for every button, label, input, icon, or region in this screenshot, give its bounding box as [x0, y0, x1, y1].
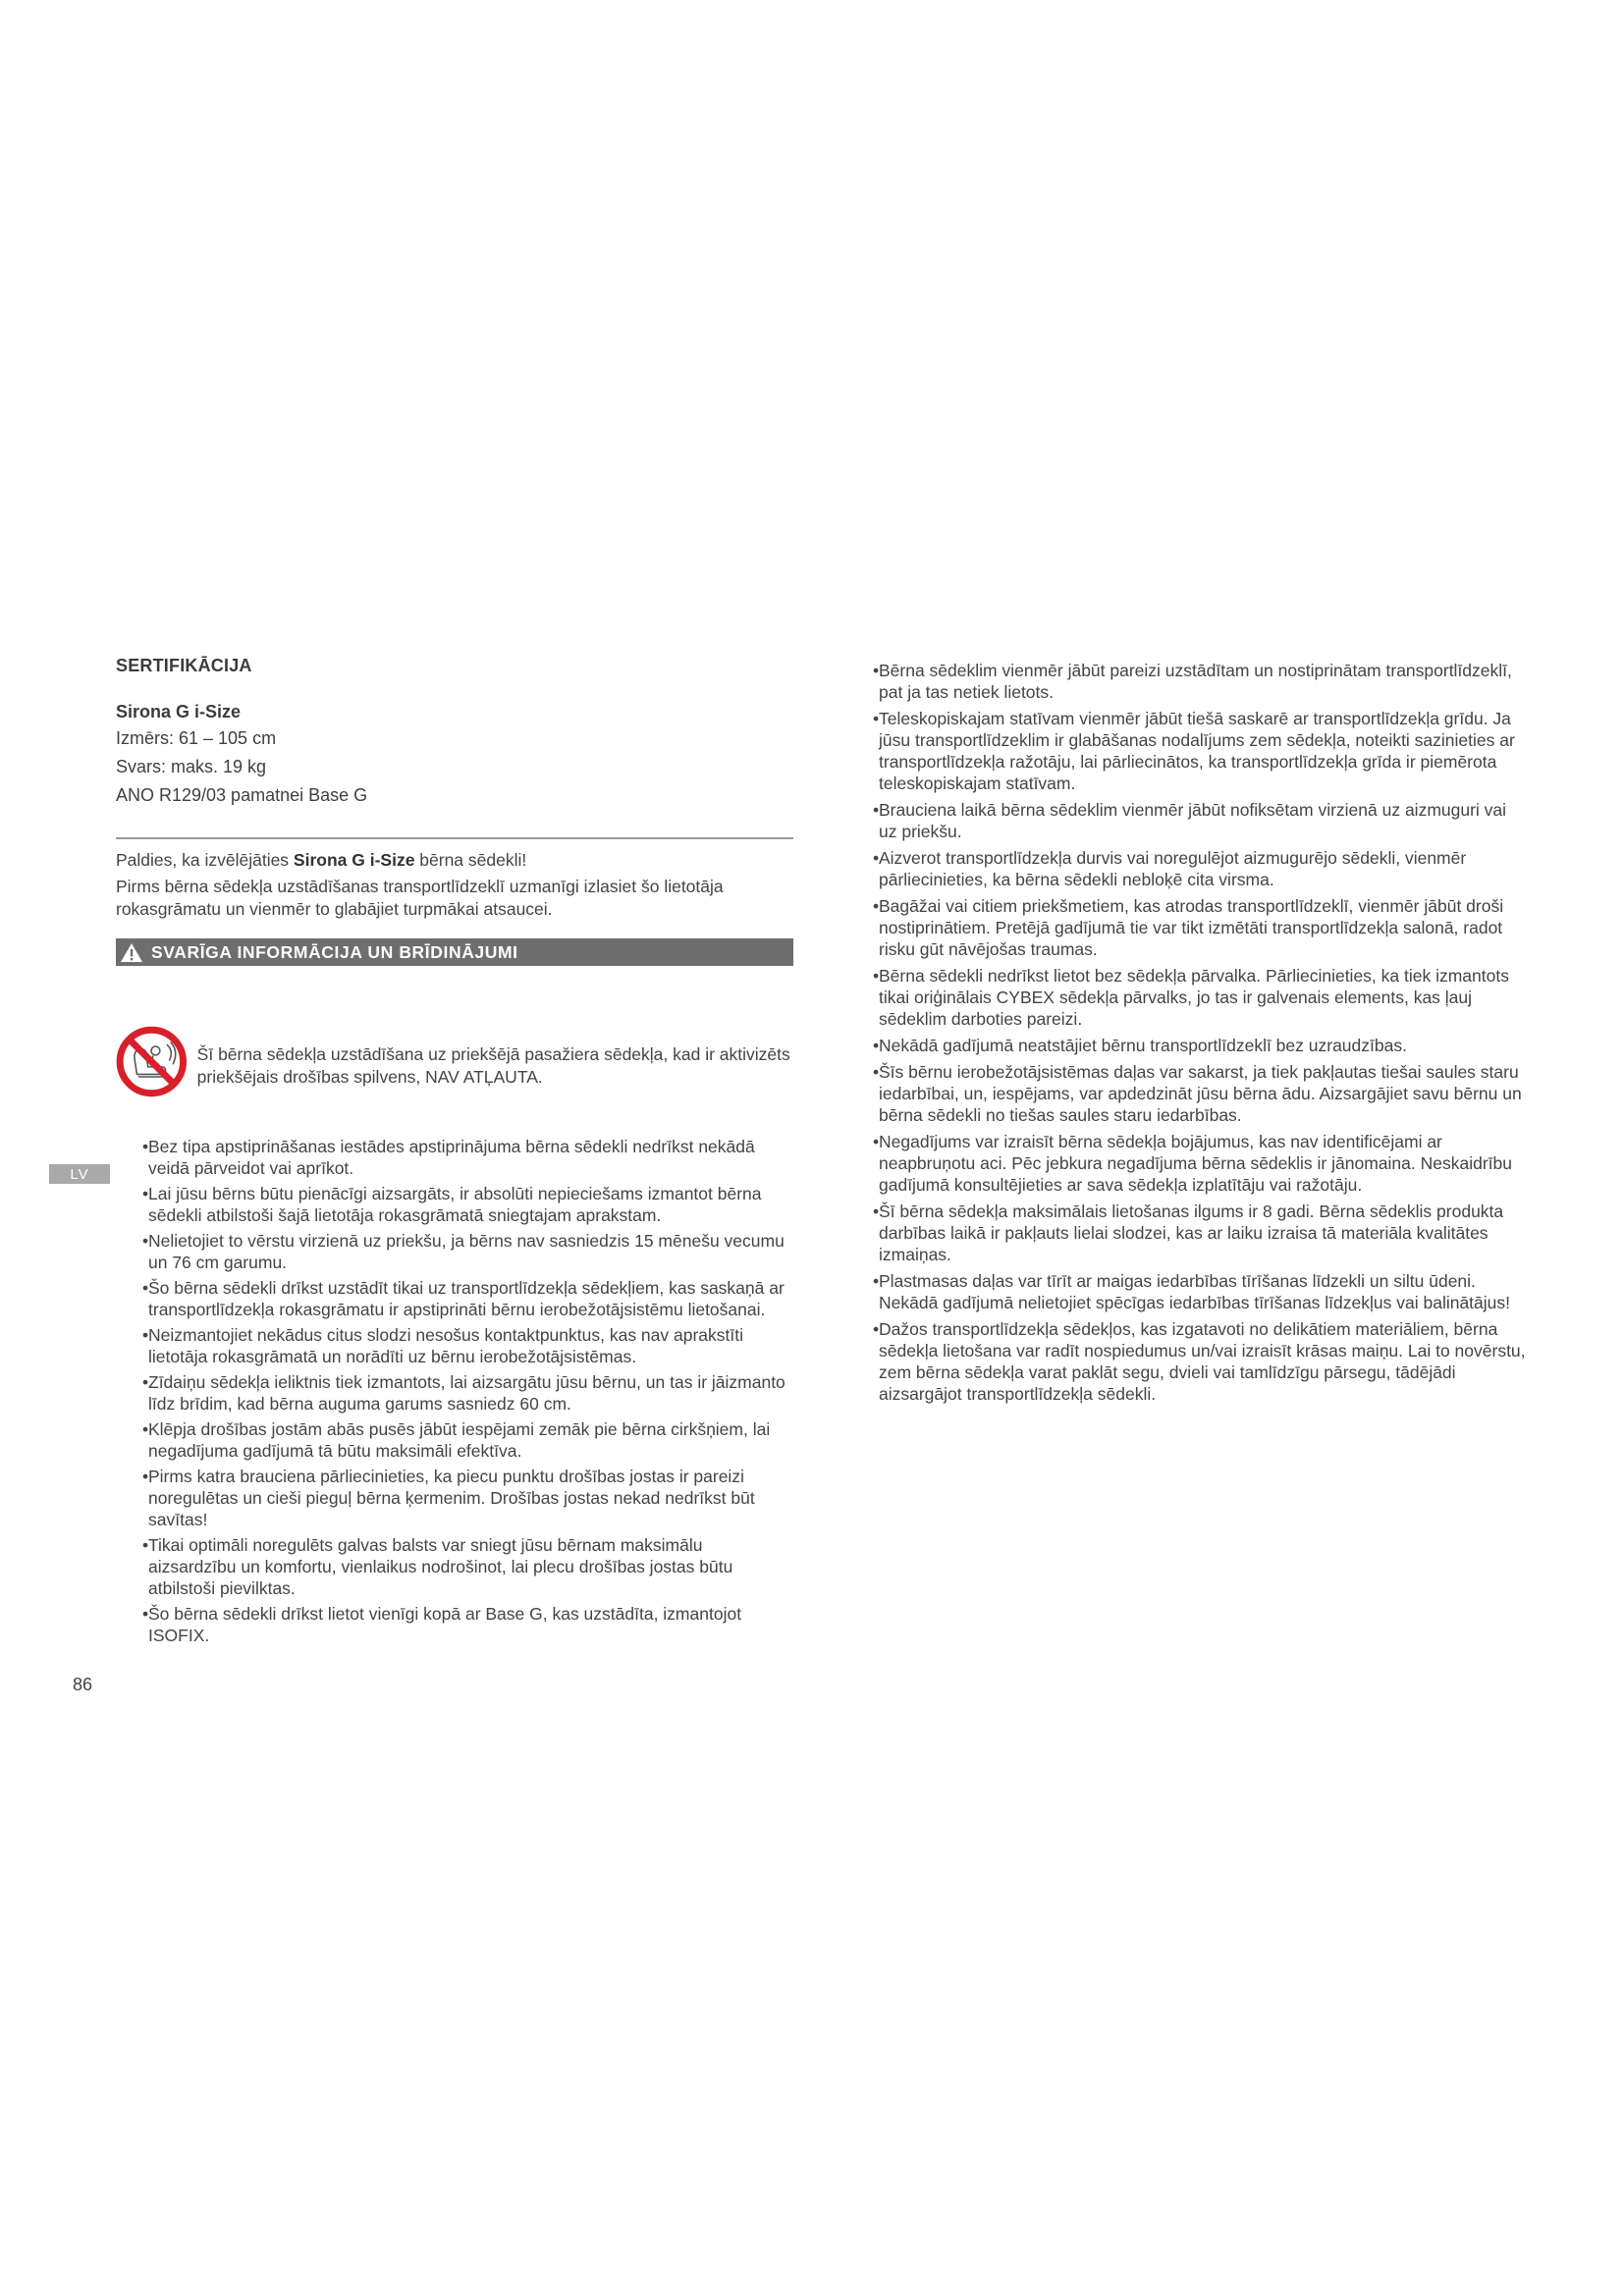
- list-item: • Aizverot transportlīdzekļa durvis vai noregulējot aizmugurējo sēdekli, vienmēr pārliecinieties, ka bērna sēdekli nebloķē cita virsma.: [879, 847, 1528, 890]
- list-item: • Dažos transportlīdzekļa sēdekļos, kas izgatavoti no delikātiem materiāliem, bērna sēdekļa lietošana var radīt nospiedumus un/vai izraisīt krāsas maiņu. Lai to novērstu, zem bērna sēdekļa varat paklāt segu, dvieli vai tamlīdzīgu pārsegu, tādējādi aizsargājot transportlīdzekļa sēdekli.: [879, 1318, 1528, 1405]
- thanks-text: Paldies, ka izvēlējāties Sirona G i-Size bērna sēdekli!: [116, 850, 527, 870]
- list-item: • Bagāžai vai citiem priekšmetiem, kas atrodas transportlīdzeklī, vienmēr jābūt droši nostiprinātiem. Pretējā gadījumā tie var tikt izmētāti transportlīdzekļa salonā, radot risku gūt nāvējošas traumas.: [879, 895, 1528, 960]
- weight-spec: Svars: maks. 19 kg: [116, 757, 267, 776]
- list-item: • Brauciena laikā bērna sēdeklim vienmēr jābūt nofiksētam virzienā uz aizmuguri vai uz priekšu.: [879, 799, 1528, 842]
- list-item: • Šo bērna sēdekli drīkst lietot vienīgi kopā ar Base G, kas uzstādīta, izmantojot ISOFIX.: [148, 1603, 793, 1646]
- list-item: • Šīs bērnu ierobežotājsistēmas daļas var sakarst, ja tiek pakļautas tiešai saules staru iedarbībai, un, iespējams, var apdedzināt jūsu bērna ādu. Aizsargājiet savu bērnu un bērna sēdekli no tiešas saules staru iedarbības.: [879, 1061, 1528, 1126]
- list-item: • Šī bērna sēdekļa maksimālais lietošanas ilgums ir 8 gadi. Bērna sēdeklis produkta darbības laikā ir pakļauts lielai slodzei, kas ar laiku izraisa tā materiāla kvalitātes izmaiņas.: [879, 1201, 1528, 1265]
- list-item: • Klēpja drošības jostām abās pusēs jābūt iespējami zemāk pie bērna cirkšņiem, lai negadījuma gadījumā tā būtu maksimāli efektīva.: [148, 1418, 793, 1462]
- no-airbag-prohibition-icon: [116, 1005, 188, 1118]
- airbag-warning: [116, 1005, 793, 1118]
- warning-heading-bar: [116, 938, 793, 966]
- left-column: [116, 656, 793, 1650]
- right-column: [875, 660, 1528, 1410]
- divider: [116, 837, 793, 839]
- list-item: • Teleskopiskajam statīvam vienmēr jābūt tiešā saskarē ar transportlīdzekļa grīdu. Ja jūsu transportlīdzeklim ir glabāšanas nodalījums zem sēdekļa, noteikti sazinieties ar transportlīdzekļa ražotāju, lai pārliecinātos, ka transportlīdzekļa grīda ir piemērota teleskopiskajam statīvam.: [879, 708, 1528, 794]
- list-item: • Neizmantojiet nekādus citus slodzi nesošus kontaktpunktus, kas nav aprakstīti lietotāja rokasgrāmatā un norādīti uz bērnu ierobežotājsistēmas.: [148, 1324, 793, 1367]
- warning-triangle-icon: [120, 942, 143, 963]
- list-item: • Bērna sēdeklim vienmēr jābūt pareizi uzstādītam un nostiprinātam transportlīdzeklī, pat ja tas netiek lietots.: [879, 660, 1528, 703]
- list-item: • Plastmasas daļas var tīrīt ar maigas iedarbības tīrīšanas līdzekli un siltu ūdeni. Nekādā gadījumā nelietojiet spēcīgas iedarbības tīrīšanas līdzekļus vai balinātājus!: [879, 1270, 1528, 1313]
- list-item: • Pirms katra brauciena pārliecinieties, ka piecu punktu drošības jostas ir pareizi noregulētas un cieši pieguļ bērna ķermenim. Drošības jostas nekad nedrīkst būt savītas!: [148, 1466, 793, 1530]
- size-spec: Izmērs: 61 – 105 cm: [116, 728, 277, 748]
- list-item: • Negadījums var izraisīt bērna sēdekļa bojājumus, kas nav identificējami ar neapbruņotu aci. Pēc jebkura negadījuma bērna sēdeklis ir jānomaina. Neskaidrību gadījumā konsultējieties ar sava sēdekļa izplatītāju vai ražotāju.: [879, 1131, 1528, 1196]
- list-item: • Bērna sēdekli nedrīkst lietot bez sēdekļa pārvalka. Pārliecinieties, ka tiek izmantots tikai oriģinālais CYBEX sēdekļa pārvalks, jo tas ir galvenais elements, kas ļauj sēdeklim darboties pareizi.: [879, 965, 1528, 1030]
- read-manual-text: Pirms bērna sēdekļa uzstādīšanas transportlīdzeklī uzmanīgi izlasiet šo lietotāja rokasgrāmatu un vienmēr to glabājiet turpmākai atsaucei.: [116, 877, 724, 919]
- right-bullet-list: [875, 660, 1528, 1405]
- warning-heading: SVARĪGA INFORMĀCIJA UN BRĪDINĀJUMI: [151, 941, 518, 962]
- list-item: • Tikai optimāli noregulēts galvas balsts var sniegt jūsu bērnam maksimālu aizsardzību un komfortu, vienlaikus nodrošinot, lai plecu drošības jostas būtu atbilstoši pievilktas.: [148, 1534, 793, 1599]
- list-item: • Bez tipa apstiprināšanas iestādes apstiprinājuma bērna sēdekli nedrīkst nekādā veidā pārveidot vai aprīkot.: [148, 1136, 793, 1179]
- product-name: Sirona G i-Size: [116, 702, 242, 721]
- list-item: • Nelietojiet to vērstu virzienā uz priekšu, ja bērns nav sasniedzis 15 mēnešu vecumu un 76 cm garumu.: [148, 1230, 793, 1273]
- thanks-product: Sirona G i-Size: [293, 850, 415, 870]
- language-tab: LV: [49, 1164, 110, 1184]
- list-item: • Šo bērna sēdekli drīkst uzstādīt tikai uz transportlīdzekļa sēdekļiem, kas saskaņā ar transportlīdzekļa rokasgrāmatu ir apstiprināti bērnu ierobežotājsistēmu lietošanai.: [148, 1277, 793, 1320]
- standard-spec: ANO R129/03 pamatnei Base G: [116, 785, 368, 805]
- list-item: • Nekādā gadījumā neatstājiet bērnu transportlīdzeklī bez uzraudzības.: [879, 1035, 1528, 1056]
- left-bullet-list: [116, 1136, 793, 1646]
- list-item: • Lai jūsu bērns būtu pienācīgi aizsargāts, ir absolūti nepieciešams izmantot bērna sēdekli atbilstoši šajā lietotāja rokasgrāmatā sniegtajam aprakstam.: [148, 1183, 793, 1226]
- airbag-warning-text: Šī bērna sēdekļa uzstādīšana uz priekšējā pasažiera sēdekļa, kad ir aktivizēts priekšējais drošības spilvens, NAV ATĻAUTA.: [196, 1043, 790, 1087]
- certification-title: SERTIFIKĀCIJA: [116, 656, 252, 675]
- page-number: 86: [73, 1675, 93, 1694]
- list-item: • Zīdaiņu sēdekļa ieliktnis tiek izmantots, lai aizsargātu jūsu bērnu, un tas ir jāizmanto līdz brīdim, kad bērna auguma garums sasniedz 60 cm.: [148, 1371, 793, 1415]
